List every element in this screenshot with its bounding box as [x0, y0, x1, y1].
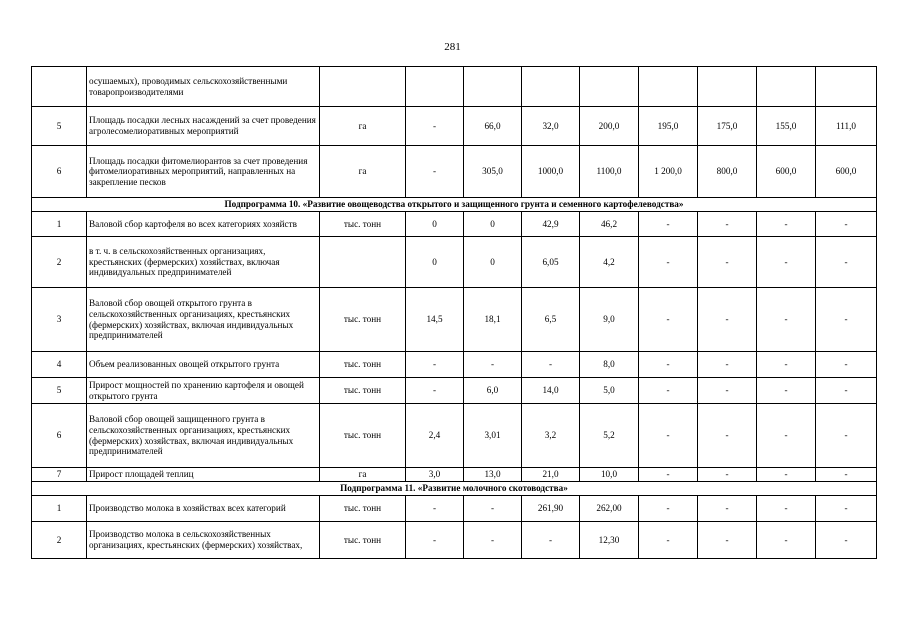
- table-row: [32, 352, 877, 378]
- unit-cell: тыс. тонн: [320, 212, 406, 237]
- value-cell: 66,0: [464, 107, 522, 146]
- table-row: [32, 496, 877, 522]
- value-cell: -: [757, 468, 816, 482]
- value-cell: 0: [406, 237, 464, 288]
- value-cell: -: [639, 212, 698, 237]
- value-cell: -: [698, 352, 757, 378]
- value-cell: -: [698, 496, 757, 522]
- table-row: [32, 107, 877, 146]
- value-cell: -: [639, 288, 698, 352]
- value-cell: 6,5: [522, 288, 580, 352]
- value-cell: -: [406, 146, 464, 198]
- value-cell: 46,2: [580, 212, 639, 237]
- value-cell: 13,0: [464, 468, 522, 482]
- value-cell: 42,9: [522, 212, 580, 237]
- value-cell: -: [698, 404, 757, 468]
- indicator-name: в т. ч. в сельскохозяйственных организациях, крестьянских (фермерских) хозяйствах, включая индивидуальных предпринимателей: [87, 237, 320, 288]
- subprogram-title: Подпрограмма 10. «Развитие овощеводства открытого и защищенного грунта и семенного картофелеводства»: [32, 198, 877, 212]
- value-cell: 21,0: [522, 468, 580, 482]
- unit-cell: тыс. тонн: [320, 404, 406, 468]
- table-row: [32, 404, 877, 468]
- table-body: [32, 67, 877, 559]
- value-cell: -: [464, 496, 522, 522]
- value-cell: -: [698, 522, 757, 559]
- unit-cell: тыс. тонн: [320, 522, 406, 559]
- row-number: 1: [32, 496, 87, 522]
- value-cell: [464, 67, 522, 107]
- value-cell: -: [522, 522, 580, 559]
- value-cell: -: [698, 212, 757, 237]
- indicator-name: Валовой сбор картофеля во всех категориях хозяйств: [87, 212, 320, 237]
- value-cell: [406, 67, 464, 107]
- value-cell: -: [639, 352, 698, 378]
- indicator-name: Производство молока в сельскохозяйственных организациях, крестьянских (фермерских) хозяйствах,: [87, 522, 320, 559]
- value-cell: -: [698, 378, 757, 404]
- unit-cell: [320, 237, 406, 288]
- value-cell: -: [464, 522, 522, 559]
- value-cell: -: [639, 522, 698, 559]
- value-cell: 1100,0: [580, 146, 639, 198]
- value-cell: -: [816, 352, 877, 378]
- value-cell: -: [639, 378, 698, 404]
- row-number: 5: [32, 107, 87, 146]
- row-number: 3: [32, 288, 87, 352]
- indicator-name: Площадь посадки фитомелиорантов за счет проведения фитомелиоративных мероприятий, направленных на закрепление песков: [87, 146, 320, 198]
- value-cell: -: [639, 468, 698, 482]
- value-cell: -: [406, 352, 464, 378]
- row-number: 6: [32, 404, 87, 468]
- value-cell: 0: [464, 237, 522, 288]
- indicators-table: [31, 66, 877, 559]
- value-cell: [757, 67, 816, 107]
- value-cell: 195,0: [639, 107, 698, 146]
- value-cell: 14,0: [522, 378, 580, 404]
- table-row: [32, 522, 877, 559]
- value-cell: -: [757, 352, 816, 378]
- value-cell: -: [522, 352, 580, 378]
- value-cell: 14,5: [406, 288, 464, 352]
- indicator-name: Прирост мощностей по хранению картофеля и овощей открытого грунта: [87, 378, 320, 404]
- row-number: 4: [32, 352, 87, 378]
- value-cell: 305,0: [464, 146, 522, 198]
- value-cell: -: [757, 378, 816, 404]
- value-cell: 261,90: [522, 496, 580, 522]
- indicator-name: Площадь посадки лесных насаждений за счет проведения агролесомелиоративных мероприятий: [87, 107, 320, 146]
- value-cell: -: [757, 212, 816, 237]
- value-cell: -: [816, 288, 877, 352]
- value-cell: 3,0: [406, 468, 464, 482]
- indicator-name: осушаемых), проводимых сельскохозяйственными товаропроизводителями: [87, 67, 320, 107]
- value-cell: -: [816, 522, 877, 559]
- indicator-name: Прирост площадей теплиц: [87, 468, 320, 482]
- value-cell: -: [464, 352, 522, 378]
- value-cell: -: [816, 468, 877, 482]
- indicator-name: Производство молока в хозяйствах всех категорий: [87, 496, 320, 522]
- table-row: [32, 146, 877, 198]
- row-number: 2: [32, 522, 87, 559]
- row-number: 2: [32, 237, 87, 288]
- subprogram-title: Подпрограмма 11. «Развитие молочного скотоводства»: [32, 482, 877, 496]
- unit-cell: тыс. тонн: [320, 352, 406, 378]
- subprogram-header-row: [32, 198, 877, 212]
- value-cell: 3,01: [464, 404, 522, 468]
- value-cell: [580, 67, 639, 107]
- value-cell: -: [757, 496, 816, 522]
- value-cell: [816, 67, 877, 107]
- value-cell: 18,1: [464, 288, 522, 352]
- value-cell: 1000,0: [522, 146, 580, 198]
- subprogram-header-row: [32, 482, 877, 496]
- value-cell: -: [698, 288, 757, 352]
- unit-cell: га: [320, 107, 406, 146]
- table-row: [32, 288, 877, 352]
- value-cell: 4,2: [580, 237, 639, 288]
- value-cell: -: [757, 522, 816, 559]
- value-cell: 200,0: [580, 107, 639, 146]
- value-cell: 6,0: [464, 378, 522, 404]
- value-cell: 1 200,0: [639, 146, 698, 198]
- indicator-name: Валовой сбор овощей открытого грунта в сельскохозяйственных организациях, крестьянских (фермерских) хозяйствах, включая индивидуальных предпринимателей: [87, 288, 320, 352]
- table-row: [32, 237, 877, 288]
- value-cell: -: [639, 237, 698, 288]
- value-cell: -: [757, 237, 816, 288]
- value-cell: -: [757, 288, 816, 352]
- value-cell: [639, 67, 698, 107]
- value-cell: 0: [464, 212, 522, 237]
- value-cell: -: [757, 404, 816, 468]
- value-cell: 600,0: [816, 146, 877, 198]
- value-cell: 9,0: [580, 288, 639, 352]
- value-cell: -: [816, 378, 877, 404]
- value-cell: 800,0: [698, 146, 757, 198]
- indicator-name: Объем реализованных овощей открытого грунта: [87, 352, 320, 378]
- page-number: 281: [444, 41, 461, 53]
- value-cell: -: [406, 496, 464, 522]
- row-number: 5: [32, 378, 87, 404]
- indicator-name: Валовой сбор овощей защищенного грунта в сельскохозяйственных организациях, крестьянских (фермерских) хозяйствах, включая индивидуальных предпринимателей: [87, 404, 320, 468]
- value-cell: -: [639, 404, 698, 468]
- value-cell: 0: [406, 212, 464, 237]
- value-cell: 111,0: [816, 107, 877, 146]
- value-cell: 6,05: [522, 237, 580, 288]
- value-cell: -: [406, 378, 464, 404]
- table-row: [32, 67, 877, 107]
- value-cell: 175,0: [698, 107, 757, 146]
- value-cell: -: [816, 496, 877, 522]
- table-row: [32, 468, 877, 482]
- unit-cell: га: [320, 468, 406, 482]
- table-row: [32, 378, 877, 404]
- row-number: 1: [32, 212, 87, 237]
- row-number: 6: [32, 146, 87, 198]
- unit-cell: тыс. тонн: [320, 496, 406, 522]
- value-cell: [522, 67, 580, 107]
- value-cell: -: [816, 237, 877, 288]
- table-row: [32, 212, 877, 237]
- row-number: [32, 67, 87, 107]
- value-cell: -: [406, 522, 464, 559]
- value-cell: -: [816, 212, 877, 237]
- value-cell: 155,0: [757, 107, 816, 146]
- value-cell: -: [698, 237, 757, 288]
- value-cell: -: [406, 107, 464, 146]
- value-cell: 12,30: [580, 522, 639, 559]
- unit-cell: тыс. тонн: [320, 288, 406, 352]
- value-cell: -: [639, 496, 698, 522]
- value-cell: -: [816, 404, 877, 468]
- unit-cell: тыс. тонн: [320, 378, 406, 404]
- value-cell: -: [698, 468, 757, 482]
- value-cell: 2,4: [406, 404, 464, 468]
- row-number: 7: [32, 468, 87, 482]
- unit-cell: [320, 67, 406, 107]
- value-cell: 32,0: [522, 107, 580, 146]
- value-cell: [698, 67, 757, 107]
- value-cell: 262,00: [580, 496, 639, 522]
- value-cell: 8,0: [580, 352, 639, 378]
- value-cell: 5,0: [580, 378, 639, 404]
- unit-cell: га: [320, 146, 406, 198]
- value-cell: 3,2: [522, 404, 580, 468]
- value-cell: 10,0: [580, 468, 639, 482]
- value-cell: 5,2: [580, 404, 639, 468]
- value-cell: 600,0: [757, 146, 816, 198]
